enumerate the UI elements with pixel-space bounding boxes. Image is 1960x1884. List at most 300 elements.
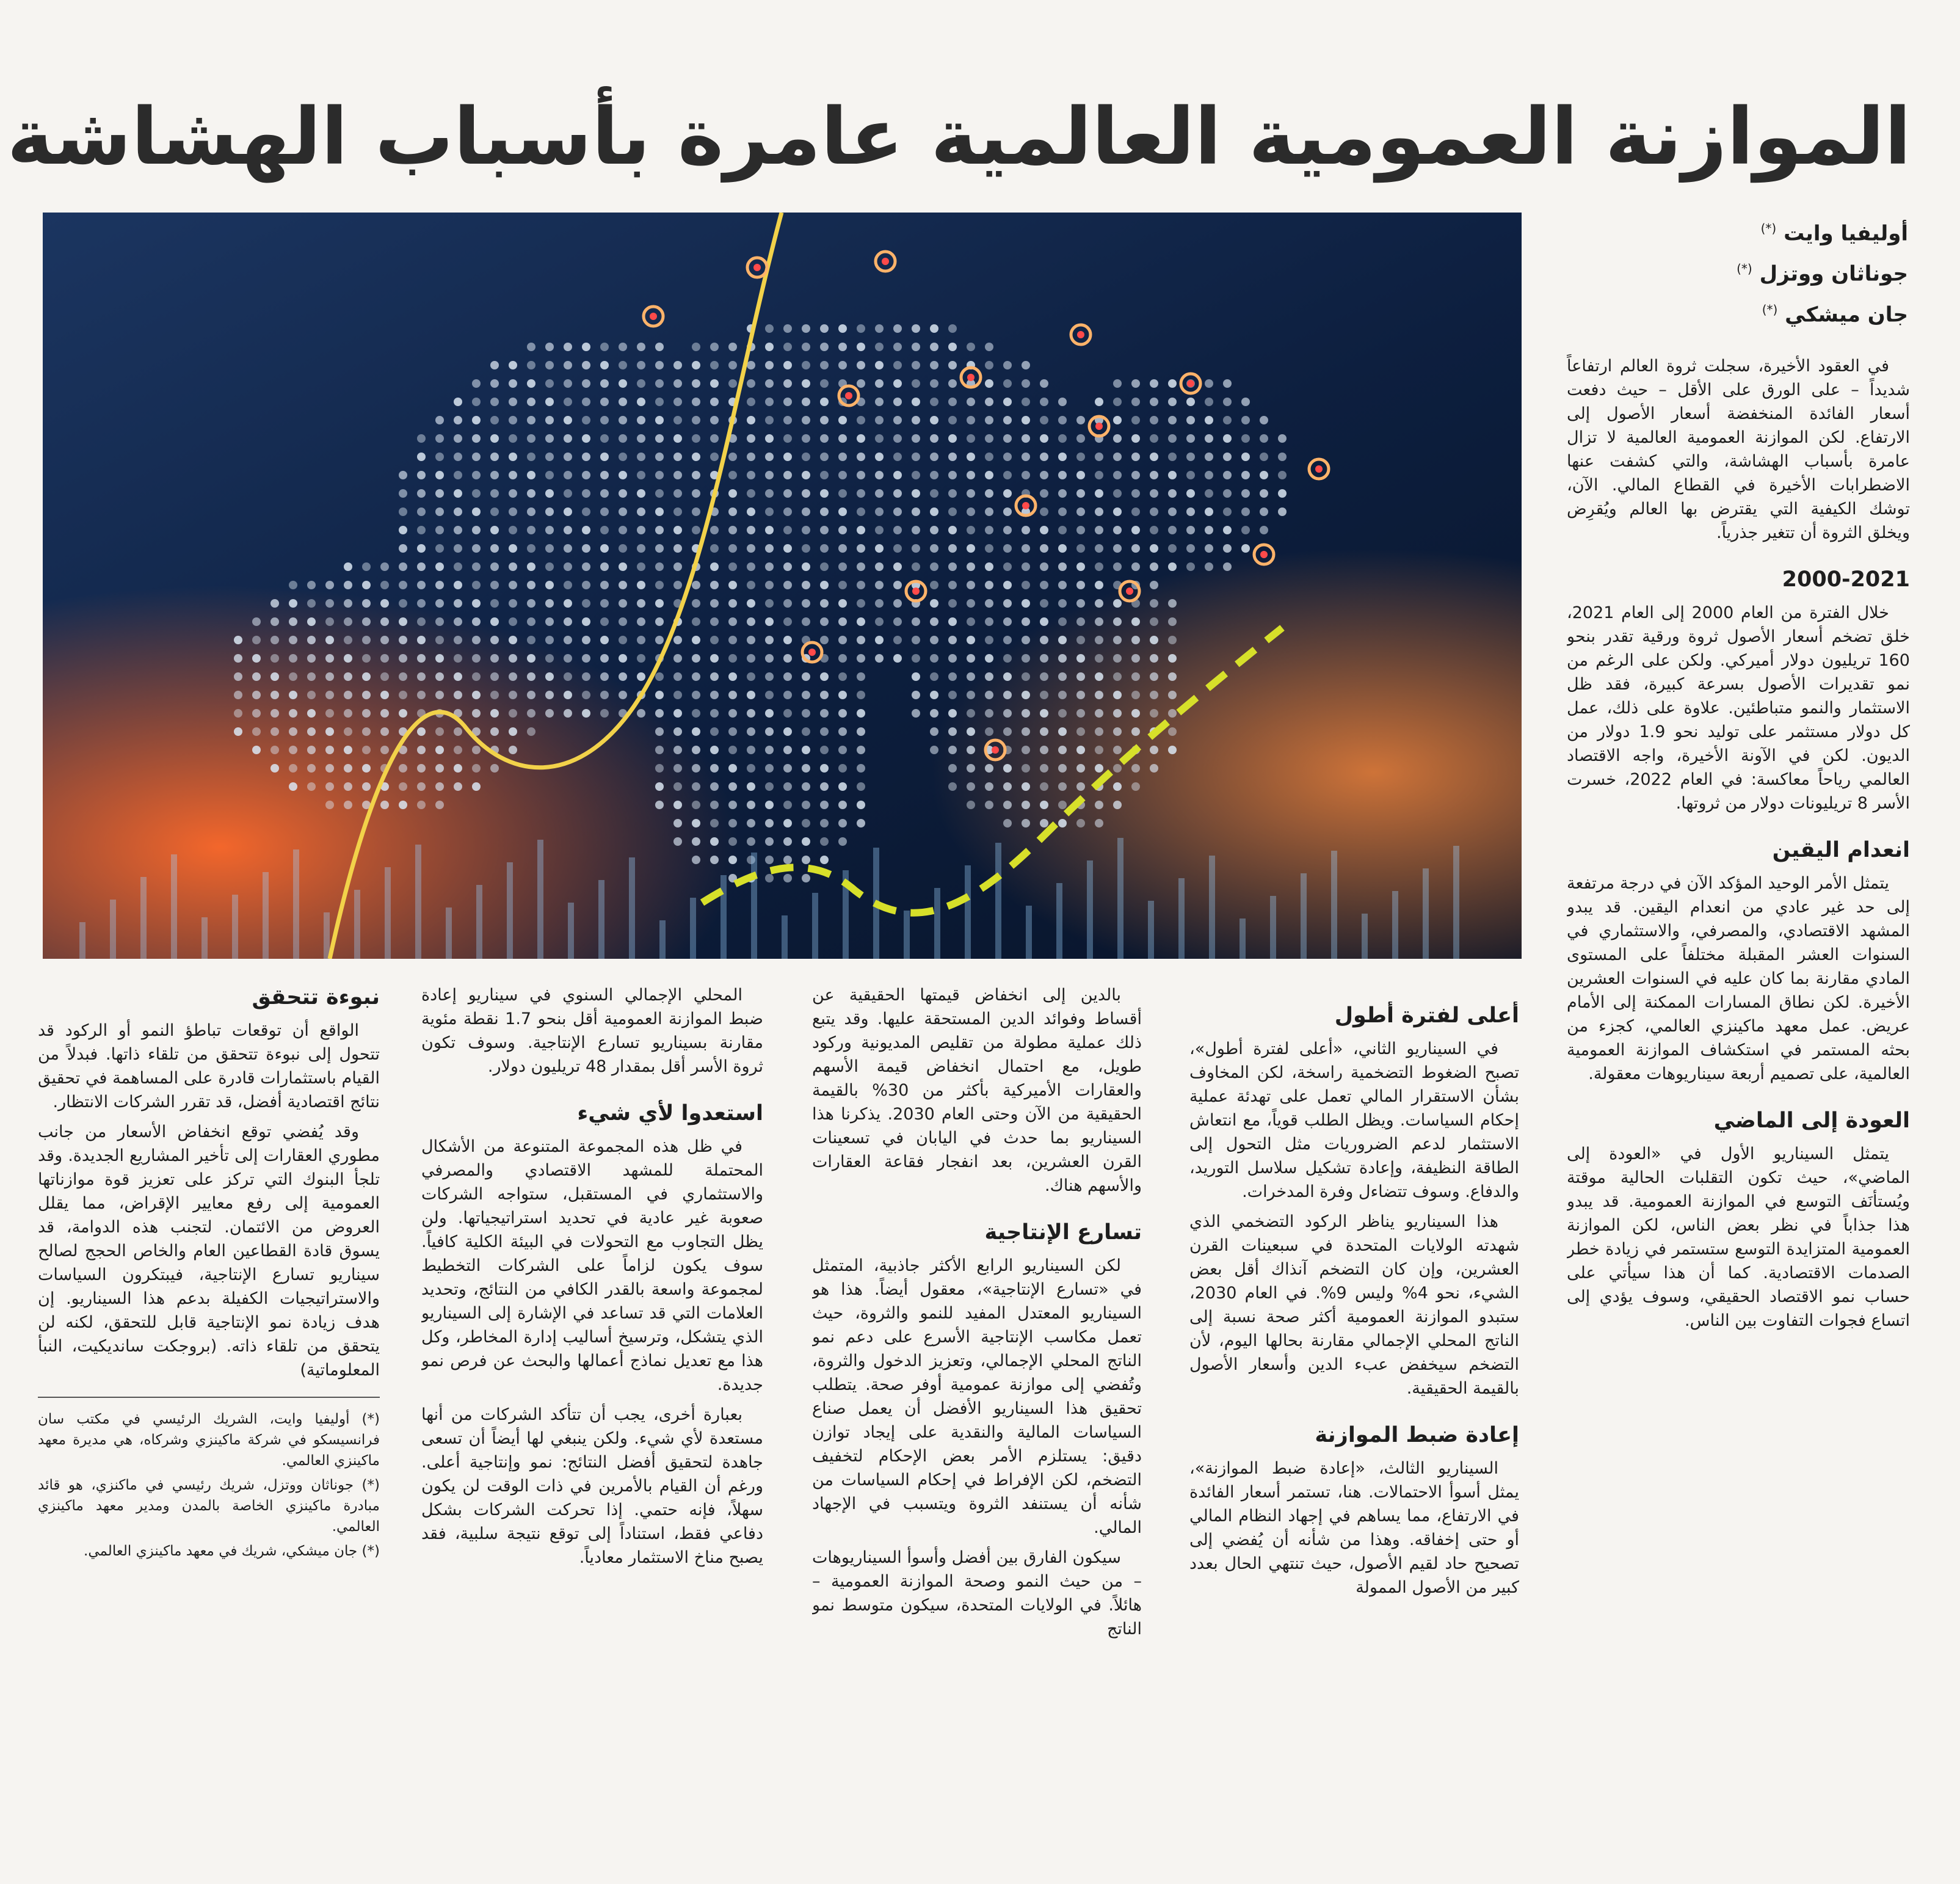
map-dot (1223, 398, 1232, 406)
map-dot (1076, 617, 1085, 626)
map-dot (1076, 453, 1085, 461)
map-dot (820, 507, 829, 516)
paragraph: في ظل هذه المجموعة المتنوعة من الأشكال المحتملة للمشهد الاقتصادي والمصرفي والاستثماري في المستقبل، ستواجه الشركات صعوبة غير عادية في تحديد استراتيجياتها. ولن يظل التجاوب مع التحولات في البيئة الكلية كافياً. سوف يكون لزاماً على الشركات التخطيط لمجموعة واسعة بالقدر الكافي من النتائج، وتحديد العلامات التي قد تساعد في الإشارة إلى السيناريو الذي يتشكل، وترسيخ أساليب إدارة المخاطر، وكل هذا مع تعديل نماذج أعمالها والبحث عن فرص نمو جديدة. (421, 1137, 763, 1394)
paragraph: السيناريو الثالث، «إعادة ضبط الموازنة»، يمثل أسوأ الاحتمالات. هنا، تستمر أسعار الفائدة في الارتفاع، مما يساهم في إجهاد النظام المالي أو حتى إخفاقه. وهذا من شأنه أن يُفضي إلى تصحيح حاد لقيم الأصول، حيث تنتهي الحال بعدد كبير من الأصول الممولة (1189, 1459, 1519, 1597)
map-dot (1205, 489, 1213, 498)
map-dot (399, 636, 407, 644)
map-dot (765, 819, 774, 827)
map-dot (930, 691, 938, 699)
column-2 (1189, 1002, 1519, 1869)
map-dot (838, 727, 847, 736)
map-dot (1076, 471, 1085, 479)
light-bar (629, 857, 635, 959)
map-dot (802, 526, 810, 534)
map-dot (344, 599, 352, 608)
map-dot (802, 691, 810, 699)
map-dot (912, 617, 920, 626)
map-dot (362, 727, 371, 736)
map-dot (582, 453, 590, 461)
map-dot (472, 691, 481, 699)
map-dot (454, 544, 462, 553)
map-dot (454, 398, 462, 406)
map-dot (710, 544, 719, 553)
map-dot (325, 654, 334, 663)
map-dot (234, 654, 242, 663)
author-name: جان ميشكي (*) (1762, 302, 1908, 327)
map-dot (912, 416, 920, 424)
map-dot (545, 343, 554, 351)
map-dot (1003, 691, 1012, 699)
map-dot (234, 672, 242, 681)
map-dot (637, 434, 645, 443)
map-dot (948, 654, 957, 663)
map-dot (1095, 489, 1103, 498)
map-dot (948, 782, 957, 791)
map-dot (1076, 544, 1085, 553)
map-dot (912, 471, 920, 479)
map-dot (1058, 746, 1067, 754)
map-dot (509, 709, 517, 718)
map-dot (1131, 471, 1140, 479)
map-dot (1003, 782, 1012, 791)
map-dot (747, 416, 755, 424)
map-dot (509, 599, 517, 608)
map-dot (802, 361, 810, 369)
map-dot (948, 746, 957, 754)
map-dot (838, 617, 847, 626)
map-dot (1113, 636, 1122, 644)
map-dot (1095, 654, 1103, 663)
map-dot (1113, 801, 1122, 809)
map-dot (619, 361, 627, 369)
map-dot (1058, 398, 1067, 406)
map-dot (1278, 489, 1287, 498)
map-dot (619, 599, 627, 608)
map-dot (1150, 416, 1158, 424)
map-dot (655, 782, 664, 791)
map-dot (728, 837, 737, 846)
map-dot (454, 526, 462, 534)
map-dot (1040, 398, 1048, 406)
map-dot (362, 617, 371, 626)
map-dot (967, 764, 975, 773)
map-dot (912, 691, 920, 699)
map-dot (838, 343, 847, 351)
map-dot (509, 672, 517, 681)
map-dot (417, 434, 426, 443)
map-dot (655, 361, 664, 369)
map-dot (728, 562, 737, 571)
map-dot (838, 526, 847, 534)
map-dot (673, 837, 682, 846)
map-dot (857, 544, 865, 553)
map-dot (1168, 672, 1177, 681)
map-dot (783, 654, 792, 663)
map-dot (710, 581, 719, 589)
map-dot (765, 471, 774, 479)
light-bar (1392, 891, 1398, 959)
map-dot (820, 856, 829, 864)
map-dot (673, 727, 682, 736)
paragraph: يتمثل الأمر الوحيد المؤكد الآن في درجة مرتفعة إلى حد غير عادي من انعدام اليقين. قد يبدو المشهد الاقتصادي، والمصرفي، والاستثماري في السنوات العشر المقبلة مختلفاً على المستوى المادي مقارنة بما كان عليه في السنوات العشرين الأخيرة. لكن نطاق المسارات الممكنة إلى الأمام عريض. عمل معهد ماكينزي العالمي، كجزء من بحثه المستمر في استكشاف الموازنة العمومية العالمية، على تصميم أربعة سيناريوهات معقولة. (1567, 874, 1910, 1083)
map-dot (673, 746, 682, 754)
map-dot (673, 782, 682, 791)
map-dot (985, 343, 993, 351)
map-dot (600, 654, 609, 663)
map-dot (1095, 691, 1103, 699)
map-dot (765, 782, 774, 791)
map-dot (655, 672, 664, 681)
map-dot (1040, 599, 1048, 608)
map-dot (325, 727, 334, 736)
map-dot (1113, 709, 1122, 718)
map-dot (1168, 617, 1177, 626)
map-dot (1076, 746, 1085, 754)
map-dot (509, 581, 517, 589)
map-dot (930, 453, 938, 461)
map-dot (1223, 453, 1232, 461)
section-heading-back-to-past: العودة إلى الماضي (1713, 1108, 1910, 1133)
map-dot (765, 434, 774, 443)
map-dot (417, 654, 426, 663)
map-dot (1113, 507, 1122, 516)
map-dot (600, 471, 609, 479)
map-dot (802, 764, 810, 773)
map-dot (783, 691, 792, 699)
highlight-dot (808, 649, 816, 656)
map-dot (637, 343, 645, 351)
map-dot (948, 581, 957, 589)
light-bar (1240, 918, 1246, 959)
map-dot (930, 727, 938, 736)
map-dot (948, 672, 957, 681)
map-dot (875, 617, 884, 626)
map-dot (1040, 819, 1048, 827)
map-dot (490, 507, 499, 516)
map-dot (673, 361, 682, 369)
map-dot (985, 654, 993, 663)
hero-illustration (43, 213, 1522, 959)
map-dot (1241, 471, 1250, 479)
map-dot (435, 562, 444, 571)
map-dot (490, 727, 499, 736)
map-dot (564, 599, 572, 608)
map-dot (857, 489, 865, 498)
map-dot (875, 471, 884, 479)
map-dot (490, 654, 499, 663)
map-dot (509, 562, 517, 571)
map-dot (472, 617, 481, 626)
map-dot (307, 782, 316, 791)
map-dot (948, 526, 957, 534)
map-dot (728, 709, 737, 718)
map-dot (325, 709, 334, 718)
map-dot (1076, 562, 1085, 571)
map-dot (417, 489, 426, 498)
map-dot (948, 727, 957, 736)
map-dot (545, 654, 554, 663)
map-dot (1003, 379, 1012, 388)
map-dot (820, 416, 829, 424)
map-dot (930, 562, 938, 571)
map-dot (655, 526, 664, 534)
map-dot (985, 489, 993, 498)
map-dot (783, 764, 792, 773)
map-dot (765, 746, 774, 754)
map-dot (820, 562, 829, 571)
map-dot (985, 398, 993, 406)
map-dot (1058, 507, 1067, 516)
map-dot (838, 819, 847, 827)
map-dot (600, 489, 609, 498)
map-dot (710, 636, 719, 644)
map-dot (1168, 471, 1177, 479)
map-dot (783, 526, 792, 534)
map-dot (747, 617, 755, 626)
map-dot (270, 746, 279, 754)
map-dot (234, 727, 242, 736)
map-dot (1058, 764, 1067, 773)
map-dot (820, 617, 829, 626)
map-dot (527, 617, 535, 626)
map-dot (1003, 709, 1012, 718)
map-dot (1241, 507, 1250, 516)
map-dot (362, 599, 371, 608)
column-4 (421, 983, 763, 1869)
map-dot (820, 672, 829, 681)
map-dot (1241, 434, 1250, 443)
map-dot (545, 416, 554, 424)
map-dot (820, 819, 829, 827)
map-dot (1040, 416, 1048, 424)
map-dot (1131, 654, 1140, 663)
map-dot (1040, 782, 1048, 791)
map-dot (1003, 416, 1012, 424)
map-dot (673, 636, 682, 644)
map-dot (673, 471, 682, 479)
map-dot (747, 782, 755, 791)
map-dot (1022, 746, 1030, 754)
map-dot (857, 416, 865, 424)
map-dot (1113, 672, 1122, 681)
light-bar (110, 900, 116, 959)
map-dot (912, 544, 920, 553)
map-dot (307, 672, 316, 681)
map-dot (1131, 489, 1140, 498)
map-dot (270, 617, 279, 626)
map-dot (673, 562, 682, 571)
map-dot (472, 434, 481, 443)
map-dot (1095, 709, 1103, 718)
map-dot (912, 709, 920, 718)
map-dot (619, 636, 627, 644)
map-dot (673, 453, 682, 461)
map-dot (1241, 398, 1250, 406)
map-dot (1022, 599, 1030, 608)
map-dot (527, 526, 535, 534)
map-dot (252, 636, 261, 644)
map-dot (344, 801, 352, 809)
map-dot (765, 489, 774, 498)
map-dot (637, 471, 645, 479)
map-dot (1076, 434, 1085, 443)
map-dot (1022, 636, 1030, 644)
map-dot (857, 562, 865, 571)
map-dot (692, 672, 700, 681)
map-dot (1113, 489, 1122, 498)
map-dot (1260, 453, 1268, 461)
map-dot (362, 764, 371, 773)
map-dot (344, 672, 352, 681)
map-dot (655, 636, 664, 644)
map-dot (1223, 416, 1232, 424)
map-dot (728, 343, 737, 351)
map-dot (435, 654, 444, 663)
map-dot (765, 837, 774, 846)
map-dot (967, 782, 975, 791)
map-dot (1040, 709, 1048, 718)
map-dot (692, 343, 700, 351)
map-dot (912, 343, 920, 351)
paragraph: المحلي الإجمالي السنوي في سيناريو إعادة ضبط الموازنة العمومية أقل بنحو 1.7 نقطة مئوية مقارنة بسيناريو تسارع الإنتاجية. وسوف تكون ثروة الأسر أقل بمقدار 48 تريليون دولار. (421, 986, 763, 1076)
map-dot (1003, 764, 1012, 773)
map-dot (1003, 581, 1012, 589)
map-dot (967, 581, 975, 589)
map-dot (435, 526, 444, 534)
map-dot (985, 599, 993, 608)
map-dot (1278, 434, 1287, 443)
map-dot (1076, 581, 1085, 589)
map-dot (985, 507, 993, 516)
map-dot (1113, 544, 1122, 553)
map-dot (435, 764, 444, 773)
map-dot (655, 691, 664, 699)
map-dot (234, 691, 242, 699)
map-dot (802, 801, 810, 809)
map-dot (1040, 507, 1048, 516)
map-dot (967, 691, 975, 699)
map-dot (545, 599, 554, 608)
map-dot (1095, 562, 1103, 571)
map-dot (692, 837, 700, 846)
map-dot (399, 672, 407, 681)
map-dot (362, 581, 371, 589)
map-dot (582, 379, 590, 388)
map-dot (435, 416, 444, 424)
map-dot (985, 672, 993, 681)
highlight-dot (650, 313, 657, 320)
map-dot (673, 434, 682, 443)
map-dot (1095, 398, 1103, 406)
map-dot (985, 562, 993, 571)
map-dot (619, 654, 627, 663)
map-dot (1095, 764, 1103, 773)
map-dot (1168, 654, 1177, 663)
map-dot (765, 856, 774, 864)
map-dot (619, 434, 627, 443)
map-dot (948, 764, 957, 773)
map-dot (435, 672, 444, 681)
map-dot (1076, 654, 1085, 663)
map-dot (1076, 764, 1085, 773)
map-dot (692, 782, 700, 791)
map-dot (948, 489, 957, 498)
map-dot (1058, 617, 1067, 626)
map-dot (912, 379, 920, 388)
map-dot (1058, 453, 1067, 461)
map-dot (545, 562, 554, 571)
light-bar (1362, 914, 1368, 959)
map-dot (289, 764, 297, 773)
map-dot (710, 416, 719, 424)
map-dot (252, 691, 261, 699)
map-dot (344, 617, 352, 626)
map-dot (1150, 398, 1158, 406)
map-dot (289, 636, 297, 644)
map-dot (893, 398, 902, 406)
map-dot (252, 746, 261, 754)
map-dot (582, 343, 590, 351)
map-dot (1003, 471, 1012, 479)
map-dot (289, 709, 297, 718)
map-dot (527, 471, 535, 479)
map-dot (472, 746, 481, 754)
map-dot (655, 562, 664, 571)
map-dot (692, 746, 700, 754)
light-bar (293, 849, 299, 959)
map-dot (912, 672, 920, 681)
light-bar (1331, 851, 1337, 959)
map-dot (325, 764, 334, 773)
map-dot (783, 471, 792, 479)
map-dot (893, 544, 902, 553)
map-dot (454, 691, 462, 699)
map-dot (1260, 471, 1268, 479)
author-block (1554, 211, 1908, 332)
map-dot (948, 617, 957, 626)
map-dot (564, 507, 572, 516)
map-dot (435, 453, 444, 461)
light-bar (1301, 873, 1307, 959)
map-dot (509, 636, 517, 644)
highlight-dot (1315, 465, 1323, 473)
map-dot (399, 471, 407, 479)
map-dot (1022, 398, 1030, 406)
map-dot (637, 544, 645, 553)
map-dot (710, 746, 719, 754)
map-dot (454, 471, 462, 479)
section-heading-2000-2021: 2000-2021 (1782, 567, 1910, 592)
map-dot (692, 764, 700, 773)
map-dot (985, 782, 993, 791)
map-dot (1040, 434, 1048, 443)
map-dot (417, 507, 426, 516)
map-dot (1131, 434, 1140, 443)
map-dot (1241, 453, 1250, 461)
map-dot (417, 471, 426, 479)
map-dot (985, 526, 993, 534)
map-dot (564, 617, 572, 626)
map-dot (967, 416, 975, 424)
map-dot (783, 489, 792, 498)
map-dot (545, 379, 554, 388)
map-dot (1076, 691, 1085, 699)
map-dot (454, 434, 462, 443)
map-dot (930, 617, 938, 626)
map-dot (728, 636, 737, 644)
map-dot (1131, 782, 1140, 791)
map-dot (1113, 782, 1122, 791)
